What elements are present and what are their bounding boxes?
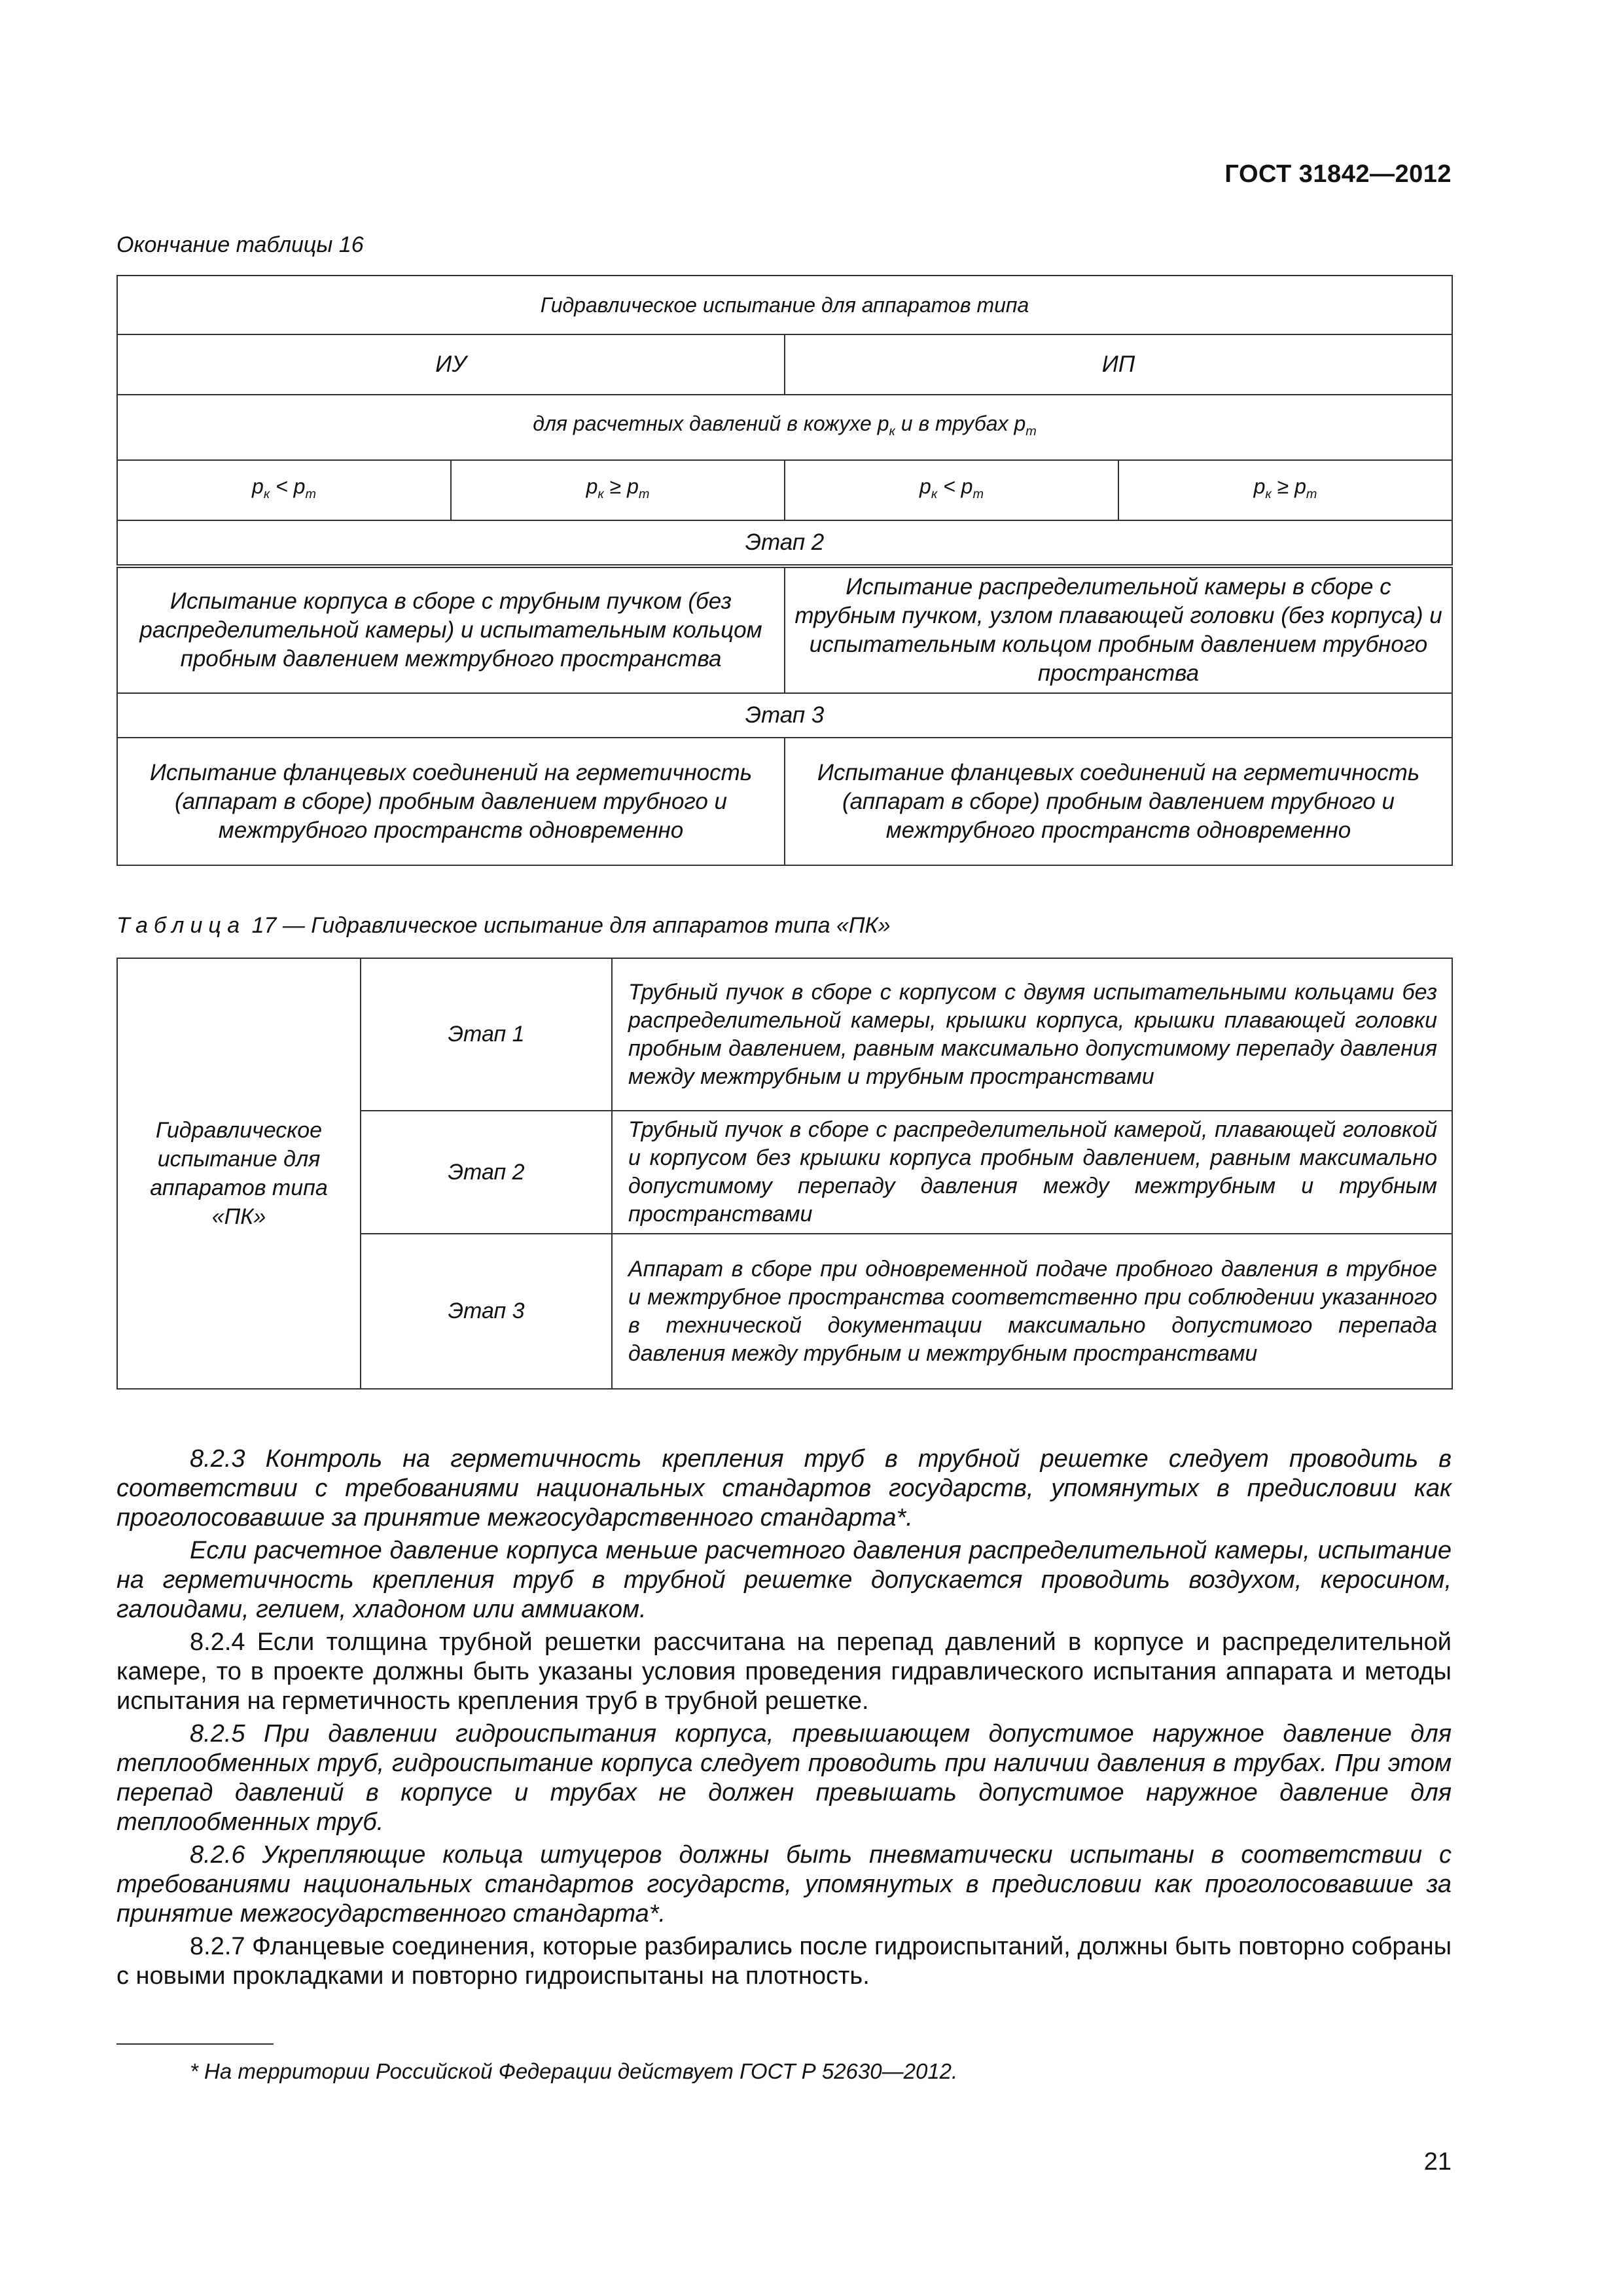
table16-type-iu: ИУ (117, 334, 785, 395)
table16-stage-3-heading: Этап 3 (117, 693, 1452, 738)
table16-pressures-row: для расчетных давлений в кожухе $p_к$ и в трубах $p_т$ (117, 395, 1452, 460)
table17-stage-1-text: Трубный пучок в сборе с корпусом с двумя испытательными кольцами без распределительной камеры, крышки корпуса, крышки плавающей головки пробным давлением, равным максимально допустимому перепаду давления между межтрубным и трубным пространствами (612, 958, 1452, 1111)
table17-stage-3: Этап 3 (361, 1234, 612, 1389)
paragraph-8-2-4: 8.2.4 Если толщина трубной решетки рассчитана на перепад давлений в корпусе и распределительной камере, то в проекте должны быть указаны условия проведения гидравлического испытания аппарата и методы испытания на герметичность крепления труб в трубной решетке. (116, 1628, 1452, 1715)
table17-row-label: Гидравлическое испытание для аппаратов типа «ПК» (117, 958, 361, 1389)
table17-stage-1: Этап 1 (361, 958, 612, 1111)
table16-type-ip: ИП (785, 334, 1452, 395)
table16-title: Гидравлическое испытание для аппаратов типа (117, 276, 1452, 334)
table16-cond-2: $p_к \ge p_т$ (451, 460, 785, 520)
table17-stage-2-text: Трубный пучок в сборе с распределительной камерой, плавающей головкой и корпусом без крышки корпуса пробным давлением, равным максимально допустимому перепаду давления между межтрубным и трубным пространствами (612, 1111, 1452, 1234)
table16-cond-3: $p_к < p_т$ (785, 460, 1118, 520)
table16-stage-2-heading: Этап 2 (117, 520, 1452, 566)
table-16 (116, 275, 1453, 866)
table16-stage-2-left: Испытание корпуса в сборе с трубным пучком (без распределительной камеры) и испытательным кольцом пробным давлением межтрубного пространства (117, 566, 785, 693)
paragraph-8-2-7: 8.2.7 Фланцевые соединения, которые разбирались после гидроиспытаний, должны быть повторно собраны с новыми прокладками и повторно гидроиспытаны на плотность. (116, 1933, 1452, 1990)
table16-stage-3-right: Испытание фланцевых соединений на герметичность (аппарат в сборе) пробным давлением трубного и межтрубного пространств одновременно (785, 738, 1452, 865)
paragraph-8-2-3: 8.2.3 Контроль на герметичность крепления труб в трубной решетке следует проводить в соответствии с требованиями национальных стандартов государств, упомянутых в предисловии как проголосовавшие за принятие межгосударственного стандарта*. (116, 1445, 1452, 1532)
paragraph-8-2-6: 8.2.6 Укрепляющие кольца штуцеров должны быть пневматически испытаны в соответствии с требованиями национальных стандартов государств, упомянутых в предисловии как проголосовавшие за принятие межгосударственного стандарта*. (116, 1841, 1452, 1928)
table-17 (116, 958, 1453, 1390)
footnote: * На территории Российской Федерации действует ГОСТ Р 52630—2012. (190, 2059, 958, 2083)
page-number: 21 (1423, 2148, 1452, 2176)
table16-cond-1: $p_к < p_т$ (117, 460, 451, 520)
paragraph-8-2-5: 8.2.5 При давлении гидроиспытания корпуса, превышающем допустимое наружное давление для теплообменных труб, гидроиспытание корпуса следует проводить при наличии давления в трубах. При этом перепад давлений в корпусе и трубах не должен превышать допустимое наружное давление для теплообменных труб. (116, 1720, 1452, 1836)
table17-stage-3-text: Аппарат в сборе при одновременной подаче пробного давления в трубное и межтрубное пространства соответственно при соблюдении указанного в технической документации максимально допустимого перепада давления между трубным и межтрубным пространствами (612, 1234, 1452, 1389)
document-number: ГОСТ 31842—2012 (1224, 160, 1452, 188)
footnote-separator (116, 2043, 274, 2045)
table17-stage-2: Этап 2 (361, 1111, 612, 1234)
table16-stage-2-right: Испытание распределительной камеры в сборе с трубным пучком, узлом плавающей головки (без корпуса) и испытательным кольцом пробным давлением трубного пространства (785, 566, 1452, 693)
table-continuation-label: Окончание таблицы 16 (116, 232, 364, 257)
table16-cond-4: $p_к \ge p_т$ (1118, 460, 1452, 520)
paragraph-8-2-3-continued: Если расчетное давление корпуса меньше расчетного давления распределительной камеры, испытание на герметичность крепления труб в трубной решетке допускается проводить воздухом, керосином, галоидами, гелием, хладоном или аммиаком. (116, 1537, 1452, 1623)
table16-stage-3-left: Испытание фланцевых соединений на герметичность (аппарат в сборе) пробным давлением трубного и межтрубного пространств одновременно (117, 738, 785, 865)
table17-caption: Таблица 17 — Гидравлическое испытание для аппаратов типа «ПК» (116, 913, 891, 938)
